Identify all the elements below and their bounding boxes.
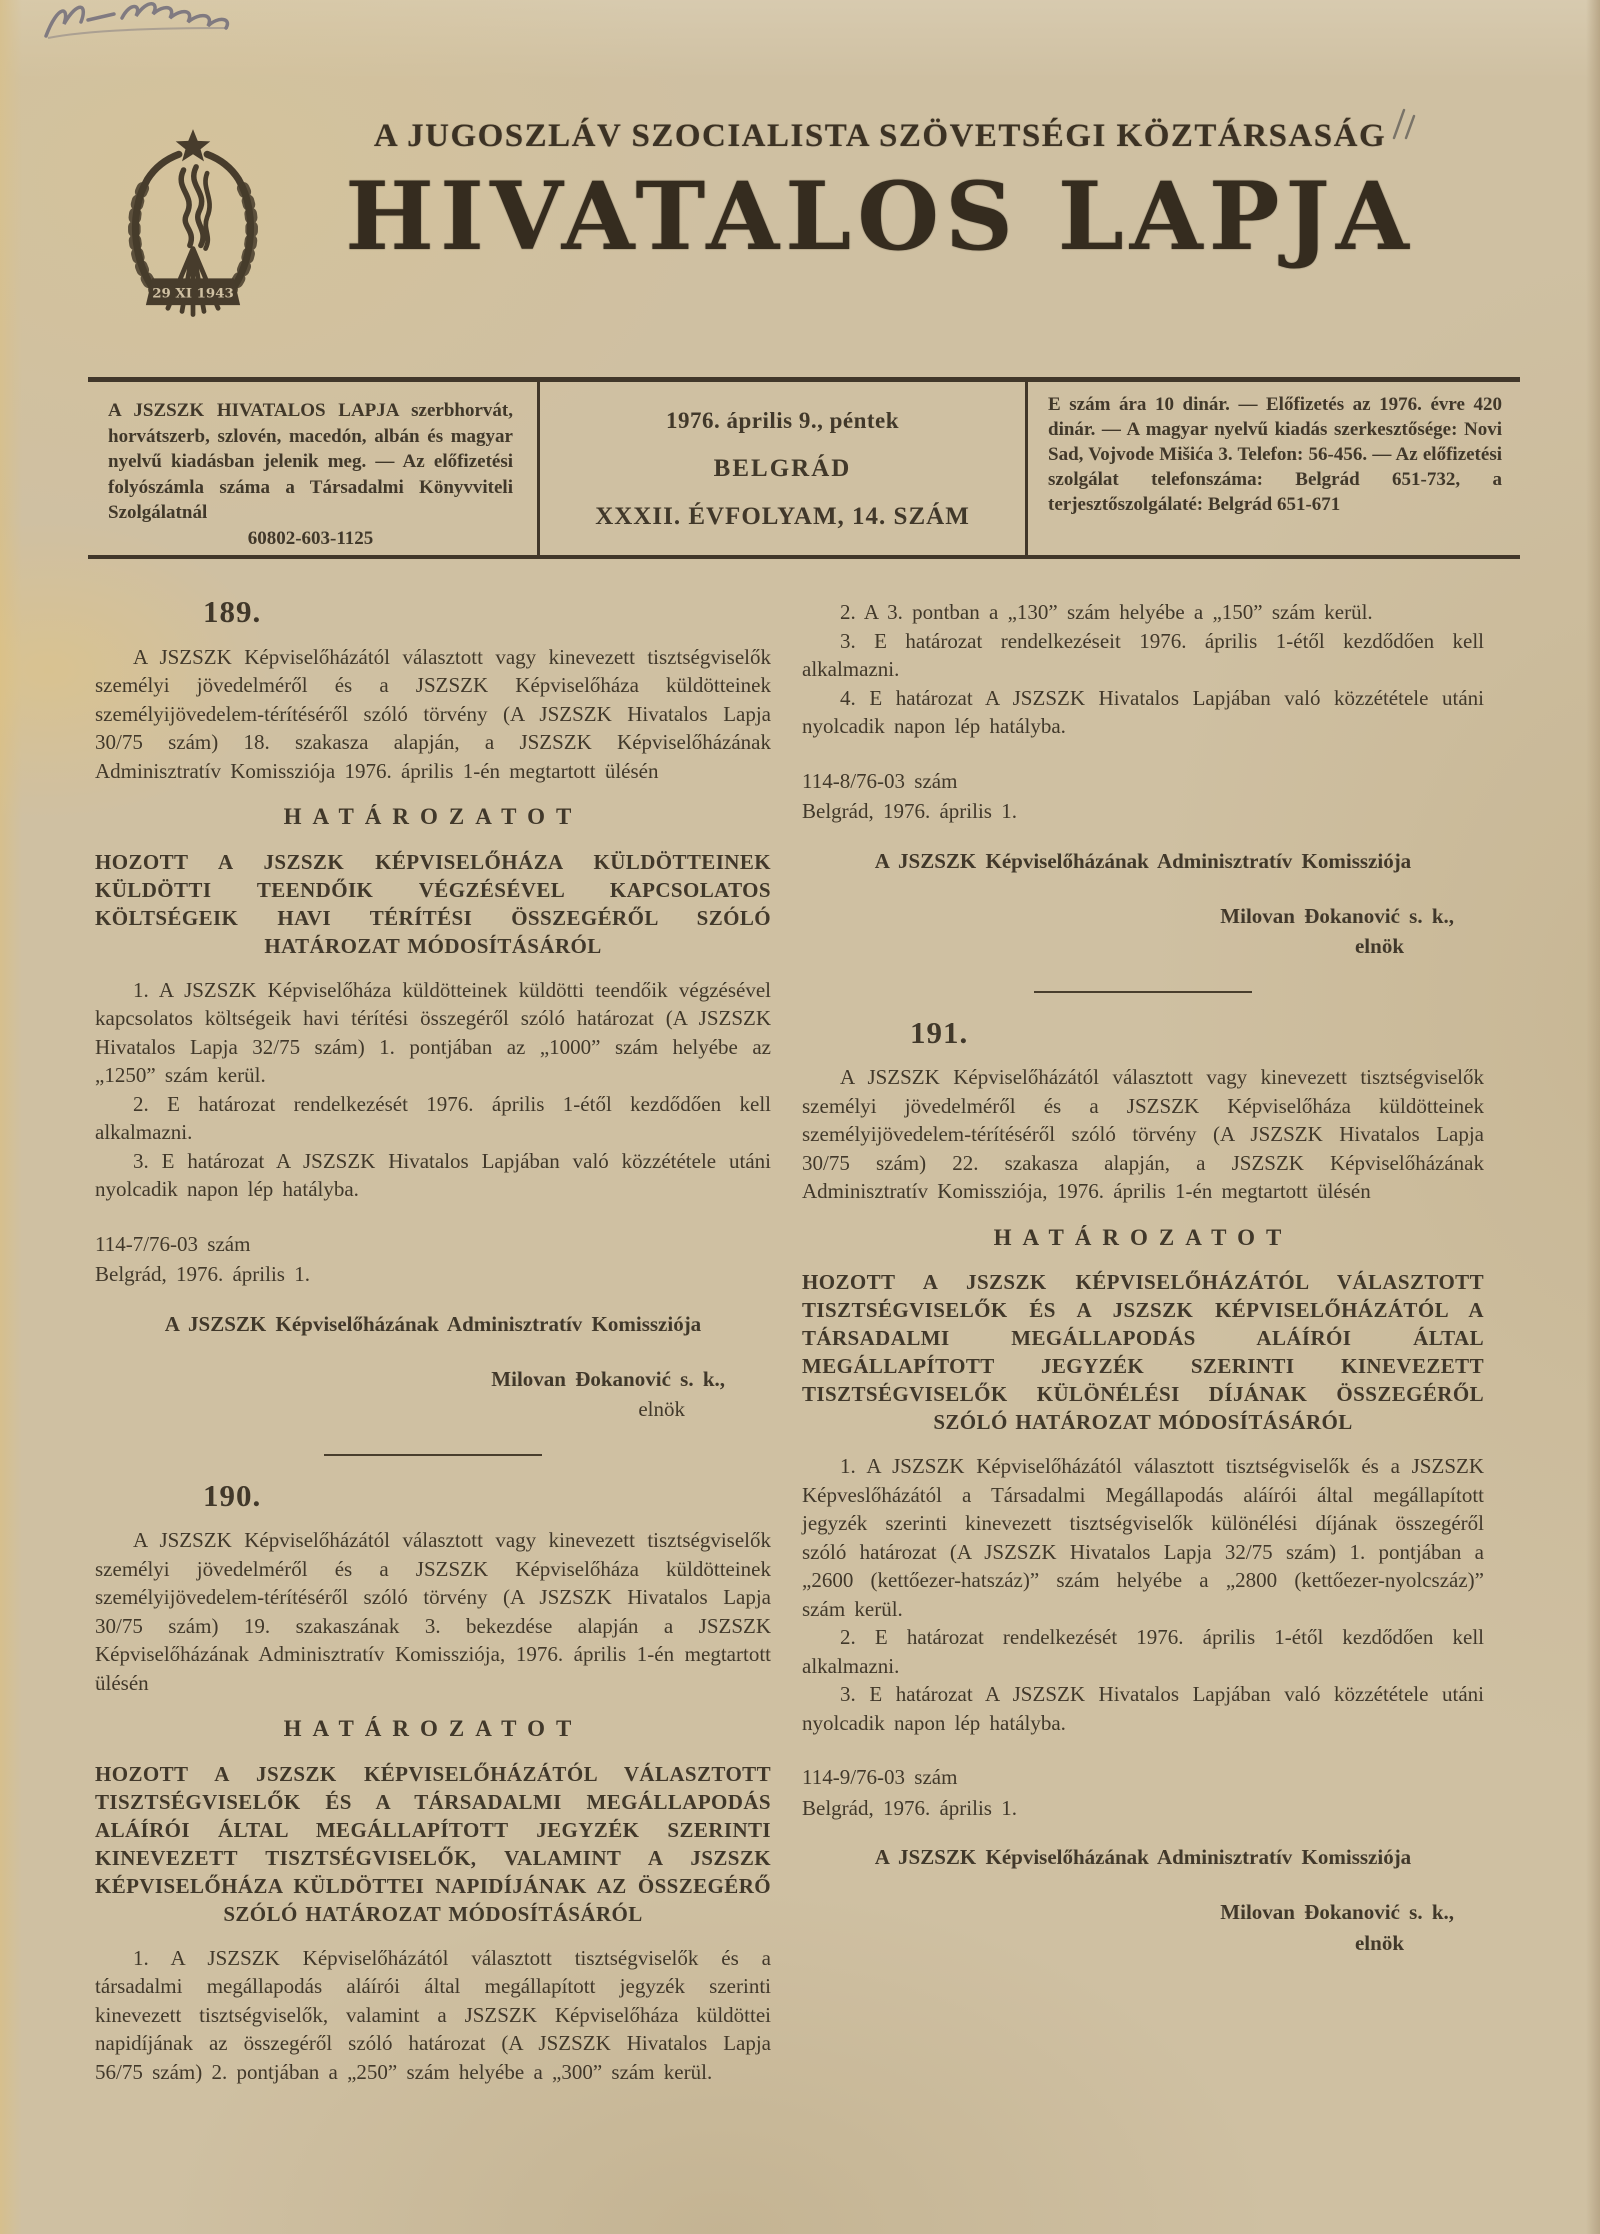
reference-number: 114-8/76-03 szám (802, 768, 958, 793)
article-paragraph: 2. A 3. pontban a „130” szám helyébe a „150” szám kerül. (840, 600, 1373, 624)
masthead-info-band (88, 377, 1520, 559)
reference-number: 114-7/76-03 szám (95, 1231, 251, 1256)
article-paragraph: 4. E határozat A JSZSZK Hivatalos Lapjában való közzététele utáni nyolcadik napon lép hatályba. (802, 685, 1484, 738)
signature-title: elnök (1354, 1930, 1404, 1955)
article-paragraph: 1. A JSZSZK Képviselőházától választott tisztségviselők és a JSZSZK Képveslőházától a Társadalmi Megállapodás aláírói által megállapított jegyzék szerinti kinevezett tisztségviselők különélési díjának összegéről szóló határozat (A JSZSZK Hivatalos Lapja 32/75 szám) 1. pontjában a „2600 (kettőezer-hatszáz)” szám helyébe a „2800 (kettőezer-nyolcszáz)” szám kerül. (802, 1454, 1484, 1621)
article-190 (95, 1477, 771, 2087)
page-title: HIVATALOS LAPJA (345, 162, 1415, 272)
decree-word: HATÁROZATOT (993, 1224, 1293, 1250)
info-box-publication (88, 382, 540, 555)
right-column (802, 598, 1484, 1957)
issuing-body: A JSZSZK Képviselőházának Adminisztratív Komissziója (164, 1311, 702, 1336)
coat-of-arms-icon (110, 126, 276, 346)
article-number: 191. (910, 1014, 969, 1050)
signature-name: Milovan Đokanović s. k., (1220, 1900, 1454, 1924)
article-intro: A JSZSZK Képviselőházától választott vagy kinevezett tisztségviselők személyi jövedelméről és a JSZSZK Képviselőháza küldötteinek személyijövedelem-térítéséről szóló törvény (A JSZSZK Hivatalos Lapja 30/75 szám) 22. szakasza alapján, a JSZSZK Képviselőházának Adminisztratív Komissziója, 1976. április 1-én megtartott ülésén (802, 1065, 1484, 1203)
article-paragraph: 2. E határozat rendelkezését 1976. április 1-étől kezdődően kell alkalmazni. (95, 1091, 771, 1144)
info-box-issue (540, 382, 1028, 555)
article-paragraph: 3. E határozat A JSZSZK Hivatalos Lapjában való közzététele utáni nyolcadik napon lép hatályba. (802, 1682, 1484, 1735)
article-paragraph: 1. A JSZSZK Képviselőháza küldötteinek küldötti teendőik végzésével kapcsolatos költségeik havi térítési összegéről szóló határozat (A JSZSZK Hivatalos Lapja 32/75 szám) 1. pontjában az „1000” szám helyébe az „1250” szám kerül. (95, 977, 771, 1087)
place-date: Belgrád, 1976. április 1. (802, 799, 1017, 823)
article-189 (95, 594, 771, 1424)
section-divider (1034, 991, 1252, 993)
article-paragraph: 3. E határozat rendelkezéseit 1976. április 1-étől kezdődően kell alkalmazni. (802, 628, 1484, 681)
article-190-continued (802, 598, 1484, 961)
issue-volume: XXXII. ÉVFOLYAM, 14. SZÁM (595, 503, 970, 530)
signature-title: elnök (1354, 934, 1404, 958)
handwritten-note (18, 0, 318, 64)
article-paragraph: 2. E határozat rendelkezését 1976. április 1-étől kezdődően kell alkalmazni. (802, 1625, 1484, 1678)
article-heading: HOZOTT A JSZSZK KÉPVISELŐHÁZÁTÓL VÁLASZTOTT TISZTSÉGVISELŐK ÉS A TÁRSADALMI MEGÁLLAPODÁS ALÁÍRÓI ÁLTAL MEGÁLLAPÍTOTT JEGYZÉK SZERINTI KINEVEZETT TISZTSÉGVISELŐK, VALAMINT A JSZSZK KÉPVISELŐHÁZA KÜLDÖTTEI NAPIDÍJÁNAK AZ ÖSSZEGÉRŐ SZÓLÓ HATÁROZAT MÓDOSÍTÁSÁRÓL (95, 1761, 771, 1926)
article-number: 190. (203, 1477, 262, 1513)
decree-word: HATÁROZATOT (283, 804, 583, 829)
article-paragraph: 1. A JSZSZK Képviselőházától választott tisztségviselők és a társadalmi megállapodás aláírói által megállapított jegyzék szerinti kinevezett tisztségviselők, valamint a JSZSZK Képviselőháza küldöttei napidíjának az összegéről szóló határozat (A JSZSZK Hivatalos Lapja 56/75 szám) 2. pontjában a „250” szám helyébe a „300” szám kerül. (95, 1945, 771, 2084)
subscription-text: E szám ára 10 dinár. — Előfizetés az 1976. évre 420 dinár. — A magyar nyelvű kiadás szerkesztősége: Novi Sad, Vojvode Mišića 3. Telefon: 56-456. — Az előfizetési szolgálat telefonszáma: Belgrád 651-732, a terjesztőszolgálaté: Belgrád 651-671 (1048, 394, 1502, 515)
section-divider (324, 1454, 542, 1456)
signature-name: Milovan Đokanović s. k., (491, 1366, 725, 1391)
article-number: 189. (203, 594, 262, 629)
left-column (95, 594, 771, 2086)
article-intro: A JSZSZK Képviselőházától választott vagy kinevezett tisztségviselők személyi jövedelméről és a JSZSZK Képviselőháza küldötteinek személyijövedelem-térítéséről szóló törvény (A JSZSZK Hivatalos Lapja 30/75 szám) 18. szakasza alapján, a JSZSZK Képviselőházának Adminisztratív Komissziója 1976. április 1-én megtartott ülésén (95, 644, 771, 783)
issue-city: BELGRÁD (713, 454, 852, 482)
issuing-body: A JSZSZK Képviselőházának Adminisztratív Komissziója (874, 1845, 1412, 1869)
reference-number: 114-9/76-03 szám (802, 1765, 958, 1789)
article-intro: A JSZSZK Képviselőházától választott vagy kinevezett tisztségviselők személyi jövedelméről és a JSZSZK Képviselőháza küldötteinek személyijövedelem-térítéséről szóló törvény (A JSZSZK Hivatalos Lapja 30/75 szám) 19. szakaszának 3. bekezdése alapján a JSZSZK Képviselőházának Adminisztratív Komissziója, 1976. április 1-én megtartott ülésén (95, 1528, 771, 1695)
emblem-banner-date: 29 XI 1943 (152, 285, 234, 302)
country-line: A JUGOSZLÁV SZOCIALISTA SZÖVETSÉGI KÖZTÁRSASÁG (373, 118, 1387, 154)
article-paragraph: 3. E határozat A JSZSZK Hivatalos Lapjában való közzététele utáni nyolcadik napon lép hatályba. (95, 1148, 771, 1201)
issue-date: 1976. április 9., péntek (665, 408, 900, 433)
place-date: Belgrád, 1976. április 1. (95, 1262, 310, 1286)
publication-languages-text: A JSZSZK HIVATALOS LAPJA szerbhorvát, horvátszerb, szlovén, macedón, albán és magyar nyelvű kiadásban jelenik meg. — Az előfizetési folyószámla száma a Társadalmi Könyvviteli Szolgálatnál (108, 400, 513, 523)
article-heading: HOZOTT A JSZSZK KÉPVISELŐHÁZA KÜLDÖTTEINEK KÜLDÖTTI TEENDŐIK VÉGZÉSÉVEL KAPCSOLATOS KÖLTSÉGEIK HAVI TÉRÍTÉSI ÖSSZEGÉRŐL SZÓLÓ HATÁROZAT MÓDOSÍTÁSÁRÓL (95, 849, 771, 958)
info-box-subscription (1028, 382, 1520, 555)
signature-title: elnök (638, 1397, 685, 1421)
article-heading: HOZOTT A JSZSZK KÉPVISELŐHÁZÁTÓL VÁLASZTOTT TISZTSÉGVISELŐK ÉS A JSZSZK KÉPVISELŐHÁZÁTÓL A TÁRSADALMI MEGÁLLAPODÁS ALÁÍRÓI ÁLTAL MEGÁLLAPÍTOTT JEGYZÉK SZERINTI KINEVEZETT TISZTSÉGVISELŐK KÜLÖNÉLÉSI DÍJÁNAK ÖSSZEGÉRŐL SZÓLÓ HATÁROZAT MÓDOSÍTÁSÁRÓL (802, 1270, 1484, 1434)
signature-name: Milovan Đokanović s. k., (1220, 903, 1454, 928)
article-191 (802, 1014, 1484, 1958)
account-number: 60802-603-1125 (247, 527, 374, 549)
issuing-body: A JSZSZK Képviselőházának Adminisztratív Komissziója (874, 848, 1412, 873)
decree-word: HATÁROZATOT (283, 1716, 583, 1741)
place-date: Belgrád, 1976. április 1. (802, 1795, 1017, 1820)
